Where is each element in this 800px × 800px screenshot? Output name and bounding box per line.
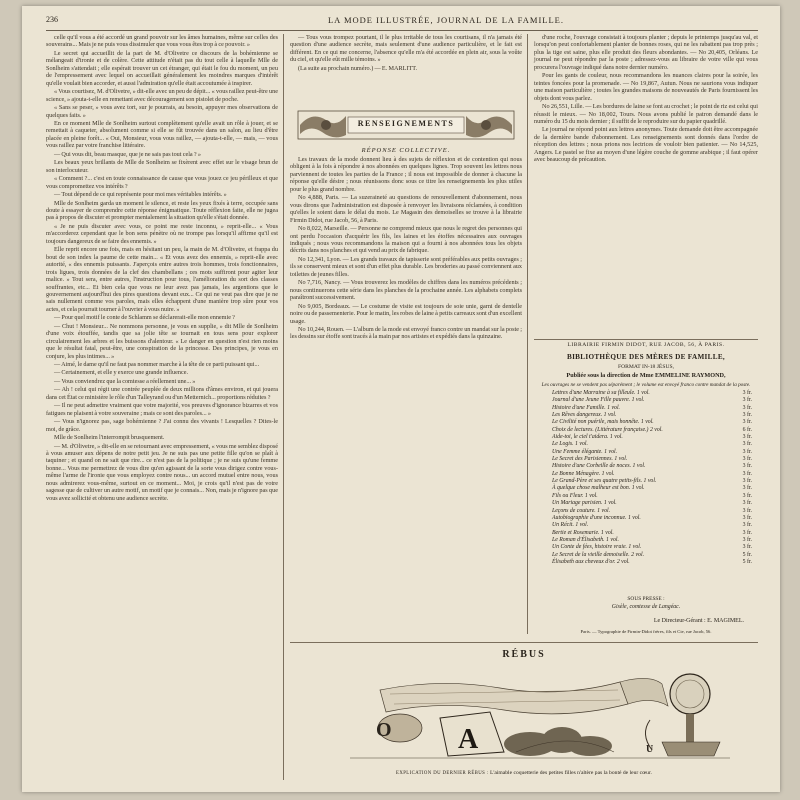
book-price: 3 fr. bbox=[742, 478, 752, 485]
story-paragraph: celle qu'il vous a été accordé un grand pouvoir sur les âmes humaines, même sur celles des souverains... Mais je ne puis vous dissimuler que vous vous êtes trop à ce pouvoir. » bbox=[46, 34, 278, 49]
answer-paragraph: Pour les gants de couleur, nous recommandons les nuances claires pour la soirée, les teintes foncées pour la promenade. — No 19,867, Autun. Nous ne saurions vous indiquer une maison particulière ; toutes les grandes maisons de nouveautés de Paris fournissent les objets dont vous parlez. bbox=[534, 72, 758, 102]
column-serial-story bbox=[46, 34, 278, 780]
book-title: Histoire d'une Famille. 1 vol. bbox=[552, 404, 621, 411]
story-paragraph: « Je ne puis discuter avec vous, ce point me reste inconnu, » reprit-elle... « Vous m'accorderez cependant que le bon sens pénètre où ne trompe pas lorsqu'il affirme qu'il est toujours dangereux de se faire des ennemis. » bbox=[46, 222, 278, 245]
answer-paragraph: d'une roche, l'ouvrage consistait à toujours planter ; depuis le printemps jusqu'au val, et lorsqu'on peut confortablement planter de bonnes roses, qui ne les rabattent pas trop près ; plus la tige est saine, plus elle produit des fleurs abondantes. — No 20,405, Orléans. Le journal ne peut répondre par la poste ; adressez-vous au libraire de votre ville qui vous procurera l'ouvrage indiqué dans notre dernier numéro. bbox=[534, 34, 758, 71]
book-price: 3 fr. bbox=[742, 507, 752, 514]
book-price: 3 fr. bbox=[742, 397, 752, 404]
book-title: Un Récit. 1 vol. bbox=[552, 522, 589, 529]
book-title: Choix de lectures. (Littérature française.) 2 vol. bbox=[552, 426, 663, 433]
sous-presse-label: SOUS PRESSE : bbox=[627, 596, 665, 602]
story-paragraph: — Ah ! celui qui régit une contrée peuplée de deux millions d'âmes environ, et qui jouera dans cet État ce ministère le rôle d'un Talleyrand ou d'un Metternich... proportions réduites ? bbox=[46, 386, 278, 401]
book-price: 3 fr. bbox=[742, 412, 752, 419]
answer-paragraph: No 4,888, Paris. — La suzeraineté au questions de renouvellement d'abonnement, nous vous dirons que l'administration est disposée à renvoyer les livraisons réclamées, à condition qu'elles le soient dans le délai du mois. Le Magasin des demoiselles se trouve à la librairie Firmin Didot, rue Jacob, 56, à Paris. bbox=[290, 194, 522, 224]
story-paragraph: — M. d'Olivetre, » dit-elle en se retournant avec empressement, « vous me semblez disposé à vous amuser aux dépens de notre petit jeu. Je ne suis pas une petite fille qu'on se plaît à taquiner ; et quand on ne sait que rire... ce n'est pas de la politique ; je ne suis qu'une femme bonne... Vous me permettrez de vous dire qu'en agissant de la sorte vous dirigez contre vous-même l'arme de l'ironie que vous employez contre nous... un accord mutuel entre nous, vous nous admirerez vous-même, surtout en ce moment... Moi, je crois qu'il n'est pas de votre sagesse que de cultiver un autre motif, un motif que je connais... Non, mais je n'ignore pas que vous avez sollicité et obtenu une audience secrète. bbox=[46, 442, 278, 502]
answer-paragraph: No 12,341, Lyon. — Les grands travaux de tapisserie sont préférables aux petits ouvrages ; ils se conservent mieux et sont d'un effet plus durable. Les broderies au passé conviennent aux toilettes de jeunes filles. bbox=[290, 255, 522, 278]
book-title: Le Secret des Parisiennes. 1 vol. bbox=[552, 456, 628, 463]
book-title: Un Conte de fées, histoire vraie. 1 vol. bbox=[552, 544, 642, 551]
book-price: 3 fr. bbox=[742, 485, 752, 492]
book-title: Le Roman d'Élisabeth. 1 vol. bbox=[552, 536, 619, 543]
story-paragraph: Elle reprit encore une fois, mais en hésitant un peu, la main de M. d'Olivetre, et frappa du bout de son index la paume de cette main... « Et vous avez des ennemis, » reprit-elle avec autorité, « des ennemis puissants. J'aperçois entre autres trois hommes, trois fonctionnaires, trois ligues, trois données de la clef des chambellans ; ces mots suffiront pour agiter leur malice. » Tout sera, entre autres, l'instruction pour tous, l'amélioration du sort des classes souffrantes, etc... Et bien cela que vous ne leur avez pas jamais, les argentions que le gouvernement aujourd'hui des pires questions devant eux... Ce qui ne veut pas dire que je ne sais nullement comme vos paroles, mais elles échappent d'une manière trop sûre pour vos actes, et cela pourrait tourner à l'ouvrier à vous nuire. » bbox=[46, 246, 278, 313]
rebus-caption-label: EXPLICATION DU DERNIER RÉBUS : bbox=[396, 771, 489, 776]
section-divider bbox=[290, 642, 758, 643]
answer-paragraph: No 9,005, Bordeaux. — Le costume de visite est toujours de soie unie, garni de dentelle noire ou de passementerie. Pour le matin, les robes de laine à petits carreaux sont d'un excellent usage. bbox=[290, 302, 522, 325]
book-entry bbox=[552, 485, 752, 492]
book-entry bbox=[552, 456, 752, 463]
book-price: 5 fr. bbox=[742, 551, 752, 558]
book-entry bbox=[552, 508, 752, 515]
story-paragraph: « Sans se peser, » vous avez tort, sur je pourrais, au besoin, appuyer mes observations de quelques faits. » bbox=[46, 104, 278, 119]
answer-paragraph: Les travaux de la mode donnent lieu à des sujets de réflexion et de contention qui nous obligent à la fois à répondre à nos abonnées en quelques lignes. Trop souvent les lettres nous parviennent de toutes les parties de la France ; il nous est impossible de donner à chacune la réponse qu'elle désire ; nous réunissons donc sous ce titre les renseignements les plus utiles pour le plus grand nombre. bbox=[290, 156, 522, 193]
answer-paragraph: No 26,551, Lille. — Les bordures de laine se font au crochet ; le point de riz est celui qui réussit le mieux. — No 18,002, Tours. Nous avons publié le patron demandé dans le numéro du 15 du mois dernier ; il suffit de le reproduire sur du papier quadrillé. bbox=[534, 103, 758, 125]
answer-paragraph: No 8,022, Marseille. — Personne ne comprend mieux que nous le regret des personnes qui ont perdu l'occasion d'acquérir les fils, les laines et les étoffes nécessaires aux ouvrages indiqués ; nous vous recommandons la maison qui a fourni à nos abonnées tous les objets décrits dans nos planches et qui vend au prix de fabrique. bbox=[290, 225, 522, 255]
book-entry bbox=[552, 552, 752, 559]
book-entry bbox=[552, 441, 752, 448]
book-entry bbox=[552, 449, 752, 456]
answer-paragraph: No 10,244, Rouen. — L'album de la mode est envoyé franco contre un mandat sur la poste ; les dessins sur étoffe sont tracés à la main par nos artistes et expédiés dans la quinzaine. bbox=[290, 325, 522, 341]
story-paragraph: Les beaux yeux brillants de Mlle de Sonlheim se fixèrent avec effet sur le visage brun de son interlocuteur. bbox=[46, 159, 278, 174]
book-price: 3 fr. bbox=[742, 404, 752, 411]
book-price: 6 fr. bbox=[742, 426, 752, 433]
story-paragraph: (La suite au prochain numéro.) — E. MARLITT. bbox=[298, 64, 418, 72]
story-paragraph: — Pour quel motif le conte de Schlamm se déclarerait-elle mon ennemie ? bbox=[54, 314, 235, 322]
book-price: 3 fr. bbox=[742, 390, 752, 396]
story-paragraph: Mlle de Sonlheim garda un moment le silence, et reste les yeux fixés à terre, occupée sans doute à essayer de comprendre cette réponse énigmatique. Toute réflexion faite, elle ne jugea pas à propos de discuter et prompter mentalement la situation qu'elle s'était donnée. bbox=[46, 199, 278, 222]
library-direction: Publiée sous la direction de Mme EMMELINE RAYMOND, bbox=[566, 372, 726, 379]
book-entry bbox=[552, 544, 752, 551]
story-paragraph: — Vous conviendrez que la comtesse a réellement une... » bbox=[54, 377, 196, 385]
book-entry bbox=[552, 559, 752, 566]
book-entry bbox=[552, 390, 752, 397]
story-paragraph: — Vous n'ignorez pas, sage bohémienne ? J'ai connu des vivants ! Lesquelles ? Dites-le moi, de grâce. bbox=[46, 418, 278, 433]
story-paragraph: — Aimé, le dame qu'il ne faut pas nommer marche à la tête de ce parti puissant qui... bbox=[54, 361, 260, 369]
book-price: 3 fr. bbox=[742, 522, 752, 529]
library-title: BIBLIOTHÈQUE DES MÈRES DE FAMILLE, bbox=[566, 353, 726, 361]
story-paragraph: « Comment ?... c'est en toute connaissance de cause que vous jouez ce jeu périlleux et que vous compromettez vos intérêts ? bbox=[46, 175, 278, 190]
rebus-illustration bbox=[290, 660, 758, 762]
book-entry bbox=[552, 412, 752, 419]
page-header bbox=[46, 14, 758, 31]
book-entry bbox=[552, 500, 752, 507]
book-title: Lettres d'une Marraine à sa filleule. 1 vol. bbox=[552, 390, 650, 396]
renseignements-body bbox=[290, 156, 522, 636]
book-price: 3 fr. bbox=[742, 492, 752, 499]
column-gardening-notes bbox=[534, 34, 758, 334]
rebus-title: RÉBUS bbox=[502, 649, 546, 660]
answer-paragraph: No 7,716, Nancy. — Vous trouverez les modèles de chiffres dans les numéros précédents ; nous continuerons cette série dans les planches de la prochaine année. Les alphabets complets paraîtront successivement. bbox=[290, 279, 522, 302]
book-title: Autobiographie d'une inconnue. 1 vol. bbox=[552, 514, 641, 521]
renseignements-title: RENSEIGNEMENTS bbox=[357, 119, 455, 128]
book-price: 3 fr. bbox=[742, 529, 752, 536]
library-note: Les ouvrages ne se vendent pas séparément ; le volume est envoyé franco contre mandat de la poste. bbox=[541, 382, 751, 388]
book-entry bbox=[552, 419, 752, 426]
book-entry bbox=[552, 434, 752, 441]
page-number: 236 bbox=[46, 15, 58, 24]
book-title: Le Grand-Père et ses quatre petits-fils. 1 vol. bbox=[552, 478, 657, 485]
book-entry bbox=[552, 522, 752, 529]
publisher-line: LIBRAIRIE FIRMIN DIDOT, RUE JACOB, 56, À PARIS. bbox=[567, 342, 725, 348]
story-paragraph: « Vous courtisez, M. d'Olivetre, » dit-elle avec un peu de dépit... « vous raillez peut-être une science, » ajouta-t-elle en remettant avec découragement son pistolet de poche. bbox=[46, 88, 278, 103]
book-title: Les Rêves dangereux. 1 vol. bbox=[552, 412, 617, 419]
director-signature: Le Directeur-Gérant : E. MAGIMEL. bbox=[653, 618, 744, 624]
book-entry bbox=[552, 530, 752, 537]
section-divider bbox=[534, 339, 758, 340]
book-title: Élisabeth aux cheveux d'or. 2 vol. bbox=[552, 558, 630, 565]
book-price: 3 fr. bbox=[742, 441, 752, 448]
book-title: Histoire d'une Corbeille de noces. 1 vol. bbox=[552, 463, 646, 470]
rebus-caption-text: L'aimable coquetterie des petites filles n'altère pas la bonté de leur cœur. bbox=[489, 770, 652, 776]
book-title: Le Secret de la vieille demoiselle. 2 vol. bbox=[552, 551, 645, 558]
book-price: 3 fr. bbox=[742, 544, 752, 551]
book-title: Journal d'une Jeune Fille pauvre. 1 vol. bbox=[552, 397, 645, 404]
story-paragraph: Mlle de Sonlheim l'interrompit brusquement. bbox=[54, 434, 165, 442]
book-title: Le Logis. 1 vol. bbox=[552, 441, 588, 448]
rebus-letter-o: O bbox=[376, 719, 392, 741]
sous-presse-title: Gisèle, comtesse de Langéac. bbox=[611, 604, 681, 610]
story-paragraph: — Il ne peut admettre vraiment que votre majorité, vos preuves d'ignorance bizarres et vos fatigues ne plaisent à votre souveraine ; mais ce sont des paroles... » bbox=[46, 402, 278, 417]
book-title: Le Bonne Ménagère. 1 vol. bbox=[552, 470, 615, 477]
story-paragraph: — Chut ! Monsieur... Ne nommons personne, je vous en supplie, » dit Mlle de Sonlheim d'une voix étouffée, tandis que sa jolie tête se tournait en tous sens pour explorer circulairement les arbres et les buissons d'alentour. « Le danger en question n'est rien moins que le résultat fatal, peut-être, une conspiration de la princesse. Des principes, je vous en conjure, les plus intimes... » bbox=[46, 322, 278, 360]
book-price: 3 fr. bbox=[742, 448, 752, 455]
story-paragraph: — Tous vous trompez pourtant, il le plus irritable de tous les courtisans, il n'a jamais été question d'une audience secrète, mais seulement d'une audience particulière, et le fait est différent. En ce qui me concerne, l'absence qu'elle m'a été accordée en plein air, sous la voûte du ciel, et qu'elle eût mille témoins. » bbox=[290, 34, 522, 64]
library-format: FORMAT IN-18 JÉSUS, bbox=[618, 364, 674, 370]
column-divider bbox=[527, 34, 528, 634]
answer-paragraph: Le journal ne répond point aux lettres anonymes. Toute demande doit être accompagnée de la dernière bande d'abonnement. Les renseignements sont donnés dans l'ordre de réception des lettres ; nous prions nos lectrices de vouloir bien patienter. — No 14,525, Angers. Le pastel se fixe au moyen d'une légère couche de gomme arabique ; il faut opérer avec beaucoup de précaution. bbox=[534, 126, 758, 164]
story-paragraph: — Certainement, et elle y exerce une grande influence. bbox=[54, 369, 189, 377]
book-title: Leçons de couture. 1 vol. bbox=[552, 507, 611, 514]
column-serial-ending bbox=[290, 34, 522, 106]
story-paragraph: Le secret qui accueillit de la part de M. d'Olivetre ce discours de la bohémienne se mélangeait d'ironie et de colère. Cette attitude n'était pas du tout celle à laquelle Mlle de Sonlheim s'attendait ; elle espérait trouver un cet étranger, qui était le fou du moment, un peu de l'empressement avec lequel on accueillait généralement les moindres marques d'intérêt qu'elle voulait bien accorder, et aussi l'admiration qu'elle était accoutumée à inspirer. bbox=[46, 49, 278, 87]
journal-page bbox=[22, 6, 780, 792]
column-divider bbox=[283, 34, 284, 780]
renseignements-subtitle: RÉPONSE COLLECTIVE. bbox=[361, 147, 451, 154]
book-title: Un Mariage parisien. 1 vol. bbox=[552, 500, 617, 507]
book-price: 3 fr. bbox=[742, 434, 752, 441]
book-title: À quelque chose malheur est bon. 1 vol. bbox=[552, 485, 645, 492]
book-title: Fils ou Fleur. 1 vol. bbox=[552, 492, 598, 499]
book-price: 3 fr. bbox=[742, 536, 752, 543]
book-entry bbox=[552, 405, 752, 412]
book-entry bbox=[552, 463, 752, 470]
book-price: 3 fr. bbox=[742, 514, 752, 521]
book-title: Une Femme élégante. 1 vol. bbox=[552, 448, 618, 455]
book-title: Le Civilité non puérile, mais honnête. 1 vol. bbox=[552, 419, 654, 426]
book-entry bbox=[552, 515, 752, 522]
rebus-letter-u: U bbox=[646, 744, 654, 755]
book-price: 3 fr. bbox=[742, 463, 752, 470]
book-price: 3 fr. bbox=[742, 456, 752, 463]
story-paragraph: — Qui vous dit, beau masque, que je ne sais pas tout cela ? » bbox=[54, 150, 202, 158]
book-price: 3 fr. bbox=[742, 419, 752, 426]
rebus-caption bbox=[290, 770, 758, 776]
journal-title: LA MODE ILLUSTRÉE, JOURNAL DE LA FAMILLE. bbox=[327, 15, 564, 25]
story-paragraph: En ce moment Mlle de Sonlheim surtout complètement qu'elle avait un rôle à jouer, et se remettait à caqueter, absolument comme si elle se fût trouvée dans un salon, au lieu d'être placée en pleine forêt... « Oui, Monsieur, vous vous raillez, — ajouta-t-elle, — mais, — vous vous raillez par votre franchise littéraire. bbox=[46, 119, 278, 150]
story-paragraph: — Tout dépend de ce qui représente pour moi mes véritables intérêts. » bbox=[54, 191, 227, 199]
book-price: 3 fr. bbox=[742, 500, 752, 507]
book-title: Bertie et Rosemarie. 1 vol. bbox=[552, 529, 614, 536]
book-price: 3 fr. bbox=[742, 470, 752, 477]
book-entry bbox=[552, 397, 752, 404]
book-price: 5 fr. bbox=[742, 558, 752, 565]
book-catalog bbox=[552, 390, 752, 566]
book-entry bbox=[552, 493, 752, 500]
book-entry bbox=[552, 427, 752, 434]
book-title: Aide-toi, le ciel t'aidera. 1 vol. bbox=[552, 434, 623, 441]
printer-line: Paris. — Typographie de Firmin-Didot frères, fils et Cie, rue Jacob, 56. bbox=[580, 629, 712, 634]
rebus-letter-a: A bbox=[458, 724, 479, 755]
